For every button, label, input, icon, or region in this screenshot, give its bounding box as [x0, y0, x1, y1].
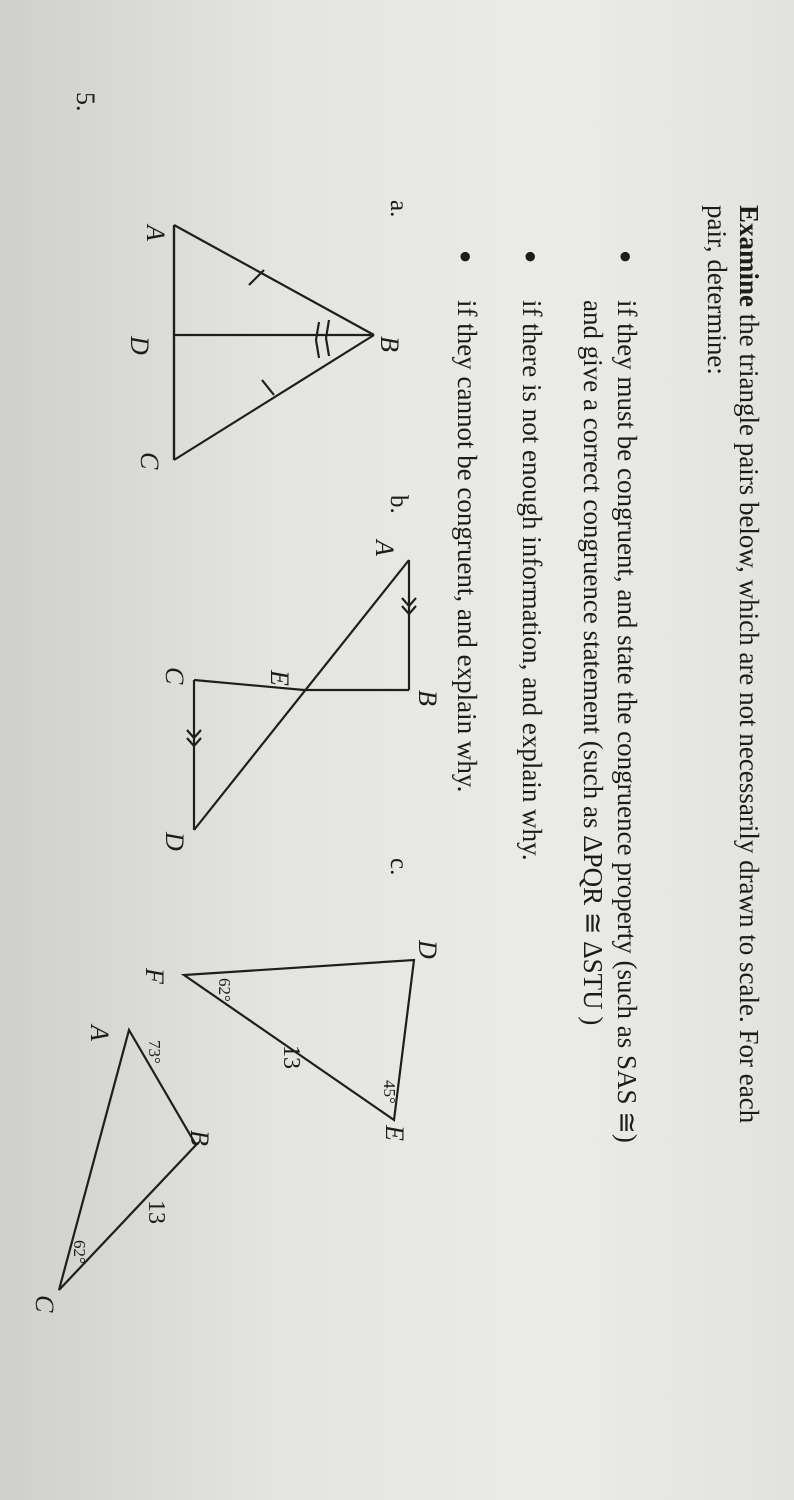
bullet-dot: ●: [519, 250, 544, 264]
point-B-label: B: [413, 690, 442, 706]
angle-E-value: 45°: [380, 1080, 399, 1104]
point-A-label: A: [141, 225, 170, 241]
point-E-label: E: [380, 1125, 409, 1141]
bullet-2-line1: if there is not enough information, and explain why.: [517, 300, 547, 861]
point-D-label: D: [413, 940, 442, 959]
point-A-label: A: [85, 1025, 114, 1041]
part-b-label: b.: [385, 495, 412, 514]
point-E-label: E: [265, 670, 294, 686]
point-C-label: C: [30, 1295, 59, 1313]
bullet-1-line1: if they must be congruent, and state the congruence property (such as SAS ≅): [612, 300, 642, 1143]
bullet-dot: ●: [614, 250, 639, 264]
intro-bold-word: Examine: [734, 205, 764, 308]
point-F-label: F: [140, 968, 169, 984]
side-DE-length: 13: [278, 1045, 304, 1069]
intro-text: the triangle pairs below, which are not necessarily drawn to scale. For each: [734, 307, 764, 1124]
question-intro-line2: pair, determine:: [702, 205, 732, 375]
point-B-label: B: [185, 1130, 214, 1146]
part-c-label: c.: [385, 858, 412, 876]
point-B-label: B: [375, 336, 404, 352]
angle-A-value: 73°: [145, 1040, 164, 1064]
bullet-1-line2: and give a correct congruence statement (such as ΔPQR ≅ ΔSTU ): [578, 300, 608, 1026]
side-BC-length: 13: [143, 1200, 169, 1224]
bullet-3-line1: if they cannot be congruent, and explain why.: [452, 300, 482, 793]
question-number: 5.: [71, 92, 100, 112]
point-C-label: C: [160, 667, 189, 685]
angle-C-value: 62°: [70, 1240, 89, 1264]
point-D-label: D: [125, 336, 154, 355]
point-C-label: C: [135, 452, 164, 470]
point-A-label: A: [370, 540, 399, 556]
bullet-dot: ●: [454, 250, 479, 264]
point-D-label: D: [160, 832, 189, 851]
part-a-label: a.: [385, 200, 412, 218]
angle-D-value: 62°: [215, 978, 234, 1002]
